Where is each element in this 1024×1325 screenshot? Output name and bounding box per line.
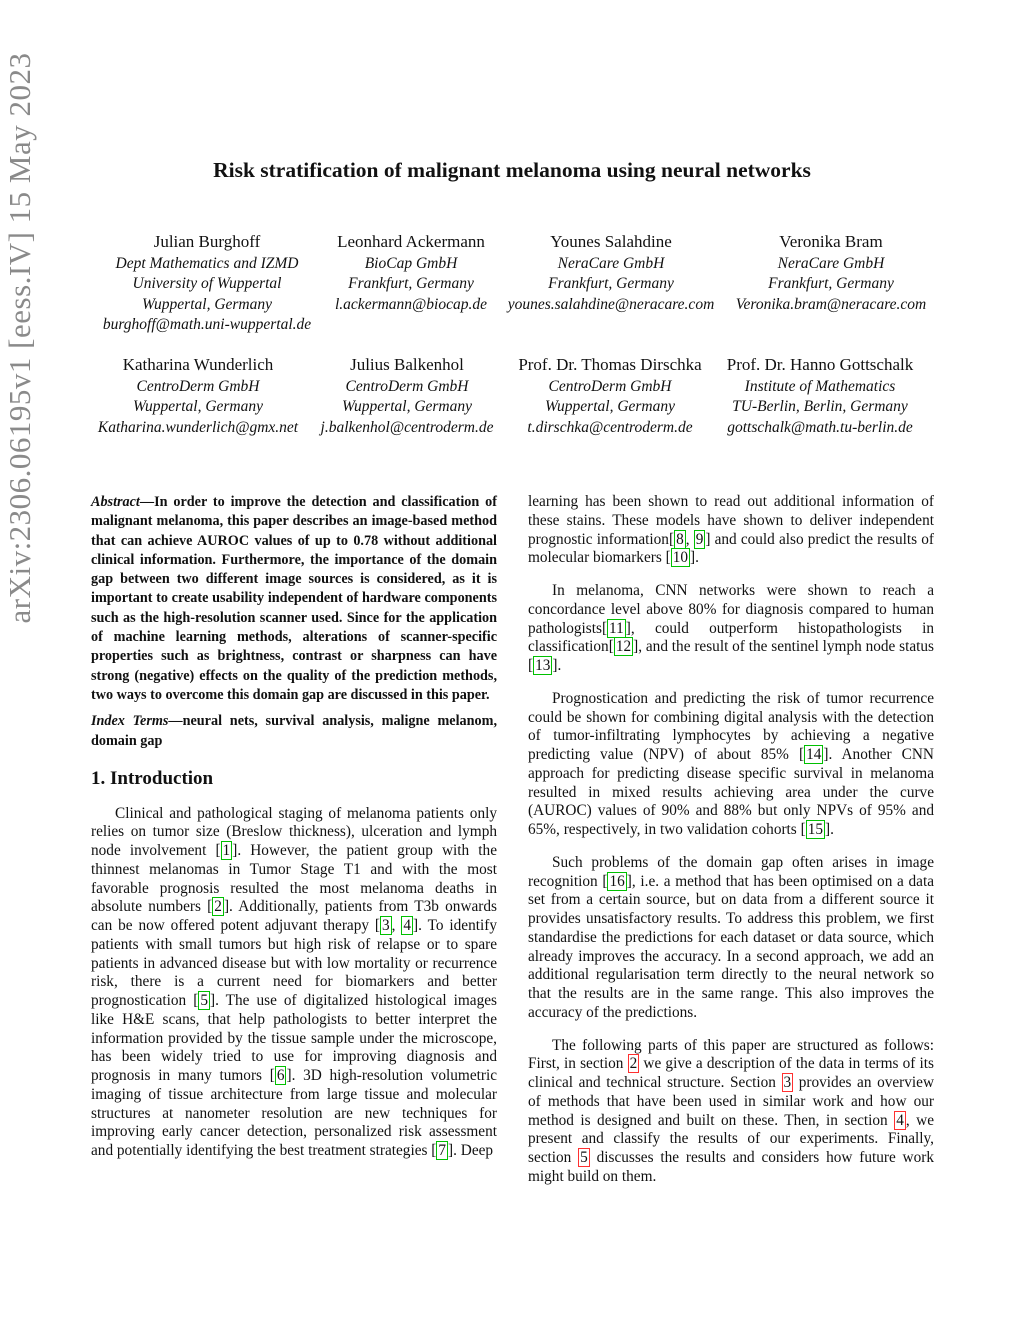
author-affiliation: CentroDerm GmbH bbox=[548, 377, 672, 395]
section-link[interactable]: 5 bbox=[580, 1149, 588, 1166]
paragraph: learning has been shown to read out additional information of these stains. These models have shown to deliver independent prognostic information[ 8 , 9 ] and could also predict the results of molecular biomarkers [ 10 ]. bbox=[528, 493, 934, 567]
author-affiliation: Frankfurt, Germany bbox=[768, 275, 894, 292]
author-name: Leonhard Ackermann bbox=[337, 232, 485, 251]
author-email: j.balkenhol@centroderm.de bbox=[320, 418, 494, 436]
author-email: burghoff@math.uni-wuppertal.de bbox=[102, 316, 312, 333]
section-link[interactable]: 4 bbox=[896, 1111, 904, 1129]
author-block bbox=[316, 232, 506, 315]
citation-link[interactable]: 7 bbox=[438, 1142, 447, 1160]
author-affiliation: Frankfurt, Germany bbox=[348, 275, 474, 292]
author-affiliation: CentroDerm GmbH bbox=[136, 377, 260, 395]
author-affiliation: Wuppertal, Germany bbox=[132, 398, 263, 415]
section-link[interactable]: 3 bbox=[783, 1074, 792, 1091]
author-block bbox=[505, 355, 715, 438]
author-email: Katharina.wunderlich@gmx.net bbox=[97, 418, 299, 436]
citation-link[interactable]: 4 bbox=[403, 917, 412, 935]
author-block bbox=[728, 232, 934, 315]
author-name: Veronika Bram bbox=[779, 232, 883, 251]
citation-link[interactable]: 3 bbox=[382, 917, 390, 935]
author-affiliation: University of Wuppertal bbox=[132, 275, 282, 292]
author-block bbox=[714, 355, 926, 438]
author-name: Katharina Wunderlich bbox=[122, 355, 274, 374]
paragraph: The following parts of this paper are structured as follows: First, in section 2 we give a description of the data in terms of its clinical and technical structure. Section 3 provides an overview of methods that have been used in similar work and how our method is designed and built on these. Then, in section 4 , we present and classify the results of our experiments. Finally, section 5 discusses the results and considers how future work might build on them. bbox=[528, 1036, 934, 1185]
citation-link[interactable]: 12 bbox=[615, 638, 632, 656]
author-email: younes.salahdine@neracare.com bbox=[507, 295, 715, 313]
author-block bbox=[500, 232, 722, 315]
paragraph: Clinical and pathological staging of melanoma patients only relies on tumor size (Breslow thickness), ulceration and lymph node involvement [ 1 ]. However, the patient group with the thinnest melanomas in Tumor Stage T1 and with the most favorable prognosis resulted the most melanoma deaths in absolute numbers [ 2 ]. Additionally, patients from T3b onwards can be now offered potent adjuvant therapy [ 3 , 4 ]. To identify patients with small tumors but high risk of relapse or to spare patients in advanced disease but with low mortality or recurrence risk, there is a current need for biomarkers and better prognostication [ 5 ]. The use of digitalized histological images like H&E scans, that help pathologists to better interpret the information provided by the tissue sample under the microscope, has been widely tried to use for improving diagnosis and prognosis in many tumors [ 6 ]. 3D high-resolution volumetric imaging of tissue architecture from large tissue and molecular structures at nanometer resolution are new techniques for improving early cancer detection, personalized risk assessment and potentially identifying the best treatment strategies [ 7 ]. Deep bbox=[91, 804, 497, 1160]
author-affiliation: BioCap GmbH bbox=[364, 254, 458, 272]
paragraph: Such problems of the domain gap often arises in image recognition [ 16 ], i.e. a method that has been optimised on a data set from a certain source, but on data from a different source it provides unsatisfactory results. To address this problem, we first standardise the predictions for each dataset or data source, which already improves the accuracy. In a second approach, we add an additional regularisation term directly to the neural network so that the results are in the same range. This also improves the accuracy of the predictions. bbox=[528, 853, 934, 1021]
author-name: Prof. Dr. Hanno Gottschalk bbox=[726, 355, 914, 374]
author-block bbox=[310, 355, 504, 438]
citation-link[interactable]: 2 bbox=[214, 898, 222, 916]
paragraph: Prognostication and predicting the risk of tumor recurrence could be shown for combining digital analysis with the detection of tumor-infiltrating lymphocytes by achieving a negative predicting value (NPV) of about 85% [ 14 ]. Another CNN approach for predicting disease specific survival in melanoma resulted in mixed results achieving area under the curve (AUROC) values of 90% and 88% but only NPVs of 95% and 65%, respectively, in two validation cohorts [ 15 ]. bbox=[528, 689, 934, 838]
paragraph: In melanoma, CNN networks were shown to reach a concordance level above 80% for diagnosis compared to human pathologists[ 11 ], could outperform histopathologists in classification[ 12 ], and the result of the sentinel lymph node status [ 13 ]. bbox=[528, 582, 934, 674]
citation-link[interactable]: 5 bbox=[200, 992, 208, 1010]
citation-link[interactable]: 13 bbox=[535, 657, 551, 674]
right-column bbox=[528, 493, 934, 1187]
author-email: t.dirschka@centroderm.de bbox=[527, 418, 693, 436]
author-affiliation: TU-Berlin, Berlin, Germany bbox=[732, 398, 908, 415]
author-affiliation: Institute of Mathematics bbox=[744, 377, 896, 395]
author-block bbox=[88, 355, 308, 438]
author-name: Julian Burghoff bbox=[153, 232, 261, 251]
author-affiliation: Wuppertal, Germany bbox=[141, 295, 272, 313]
author-block bbox=[92, 232, 322, 336]
citation-link[interactable]: 15 bbox=[807, 821, 823, 838]
citation-link[interactable]: 8 bbox=[676, 530, 684, 548]
author-affiliation: Wuppertal, Germany bbox=[341, 398, 472, 415]
citation-link[interactable]: 16 bbox=[609, 872, 625, 890]
citation-link[interactable]: 1 bbox=[222, 842, 231, 860]
author-name: Prof. Dr. Thomas Dirschka bbox=[518, 355, 702, 374]
arxiv-identifier: arXiv:2306.06195v1 [eess.IV] 15 May 2023 bbox=[2, 52, 37, 624]
author-affiliation: NeraCare GmbH bbox=[557, 254, 665, 272]
section-heading: 1. Introduction bbox=[91, 767, 214, 789]
section-link[interactable]: 2 bbox=[629, 1055, 638, 1073]
citation-link[interactable]: 11 bbox=[609, 619, 624, 637]
author-affiliation: CentroDerm GmbH bbox=[345, 377, 469, 395]
citation-link[interactable]: 9 bbox=[695, 530, 704, 548]
left-column bbox=[91, 493, 497, 1161]
citation-link[interactable]: 14 bbox=[806, 746, 822, 763]
abstract: Abstract—In order to improve the detection and classification of malignant melanoma, this paper describes an image-based method that can achieve AUROC values of up to 0.78 without additional clinical information. Furthermore, the importance of the domain gap between two different image sources is considered, as it is important to create usability independent of hardware components such as the high-resolution scanner used. Since for the application of machine learning methods, alterations of scanner-specific properties such as brightness, contrast or sharpness can have strong (negative) effects on the quality of the prediction methods, two ways to overcome this domain gap are discussed in this paper. bbox=[91, 494, 497, 703]
index-terms: Index Terms—neural nets, survival analysis, maligne melanom, domain gap bbox=[91, 713, 497, 749]
citation-link[interactable]: 10 bbox=[672, 549, 689, 567]
author-affiliation: Dept Mathematics and IZMD bbox=[115, 254, 299, 272]
author-affiliation: Wuppertal, Germany bbox=[544, 398, 675, 415]
author-email: Veronika.bram@neracare.com bbox=[735, 295, 927, 313]
paper-title: Risk stratification of malignant melanoma using neural networks bbox=[213, 158, 811, 182]
citation-link[interactable]: 6 bbox=[276, 1067, 285, 1085]
author-affiliation: NeraCare GmbH bbox=[777, 254, 885, 272]
author-affiliation: Frankfurt, Germany bbox=[548, 275, 674, 292]
author-email: gottschalk@math.tu-berlin.de bbox=[727, 418, 913, 436]
author-email: l.ackermann@biocap.de bbox=[335, 295, 487, 313]
author-name: Younes Salahdine bbox=[550, 232, 672, 251]
author-name: Julius Balkenhol bbox=[350, 355, 464, 374]
